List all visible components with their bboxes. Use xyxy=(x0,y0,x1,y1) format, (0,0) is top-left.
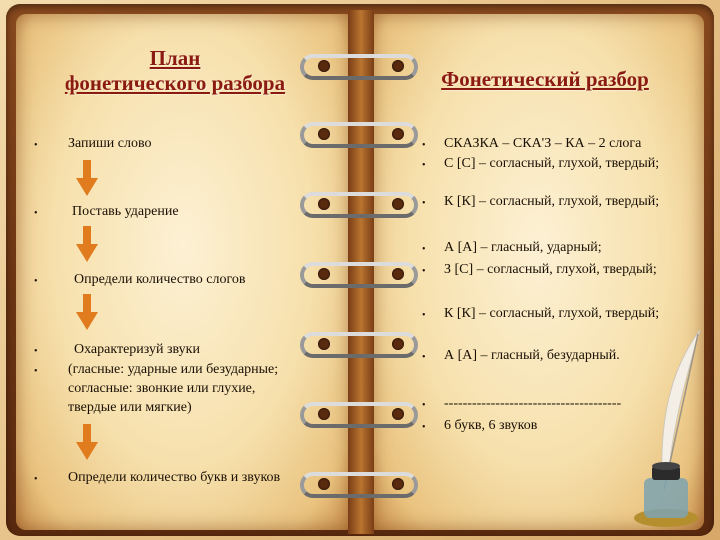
bullet: • xyxy=(422,400,426,411)
plan-step-4: Охарактеризуй звуки xyxy=(74,342,200,357)
analysis-line-1: СКАЗКА – СКА'З – КА – 2 слога xyxy=(444,136,642,151)
analysis-line-5: З [С] – согласный, глухой, твердый; xyxy=(444,262,657,277)
bullet: • xyxy=(34,366,38,377)
plan-step-1: Запиши слово xyxy=(68,136,152,151)
bullet: • xyxy=(34,208,38,219)
bullet: • xyxy=(34,140,38,151)
bullet: • xyxy=(422,422,426,433)
plan-title: План фонетического разбора xyxy=(64,46,286,96)
spiral-ring-icon xyxy=(300,262,418,288)
analysis-line-2: С [С] – согласный, глухой, твердый; xyxy=(444,156,660,171)
down-arrow-icon xyxy=(76,294,98,330)
spiral-ring-icon xyxy=(300,332,418,358)
bullet: • xyxy=(422,198,426,209)
bullet: • xyxy=(422,266,426,277)
bullet: • xyxy=(34,474,38,485)
analysis-line-6: К [К] – согласный, глухой, твердый; xyxy=(444,306,660,321)
bullet: • xyxy=(34,276,38,287)
analysis-summary: 6 букв, 6 звуков xyxy=(444,418,538,433)
spiral-ring-icon xyxy=(300,402,418,428)
plan-step-4-details: (гласные: ударные или безударные; согласные: звонкие или глухие, твердые или мягкие) xyxy=(68,362,279,415)
bullet: • xyxy=(422,310,426,321)
analysis-line-4: А [А] – гласный, ударный; xyxy=(444,240,602,255)
analysis-title: Фонетический разбор xyxy=(441,67,649,91)
plan-step-3: Определи количество слогов xyxy=(74,272,246,287)
analysis-line-3: К [К] – согласный, глухой, твердый; xyxy=(444,194,660,209)
down-arrow-icon xyxy=(76,160,98,196)
inkwell-icon xyxy=(630,450,702,530)
plan-step-2: Поставь ударение xyxy=(72,204,179,219)
analysis-divider: -------------------------------------- xyxy=(444,396,622,411)
spiral-ring-icon xyxy=(300,54,418,80)
down-arrow-icon xyxy=(76,424,98,460)
spiral-ring-icon xyxy=(300,122,418,148)
analysis-line-7: А [А] – гласный, безударный. xyxy=(444,348,620,363)
bullet: • xyxy=(422,352,426,363)
spiral-ring-icon xyxy=(300,192,418,218)
bullet: • xyxy=(422,244,426,255)
spiral-ring-icon xyxy=(300,472,418,498)
bullet: • xyxy=(34,346,38,357)
down-arrow-icon xyxy=(76,226,98,262)
bullet: • xyxy=(422,160,426,171)
plan-step-5: Определи количество букв и звуков xyxy=(68,470,281,485)
bullet: • xyxy=(422,140,426,151)
